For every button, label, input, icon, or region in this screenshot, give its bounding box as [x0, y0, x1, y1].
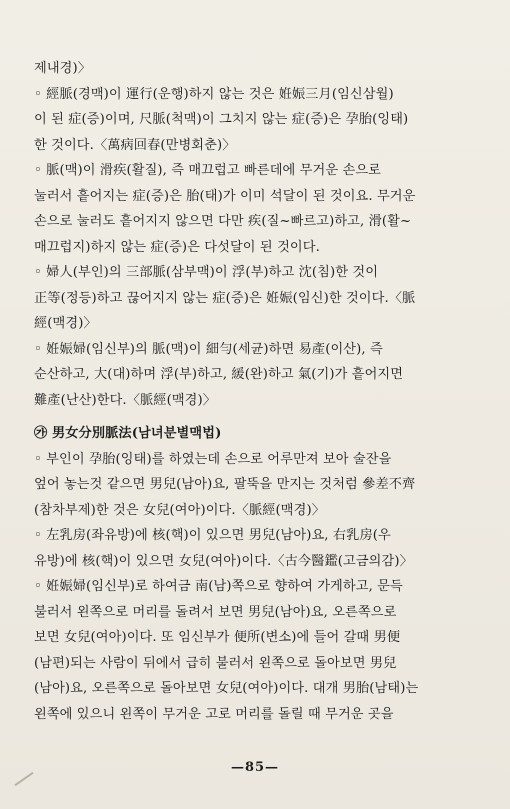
text-line: 손으로 눌러도 흩어지지 않으면 다만 疾(질~빠르고)하고, 滑(활~: [34, 214, 412, 229]
text-line: ◦ 婦人(부인)의 三部脈(삼부맥)이 浮(부)하고 沈(침)한 것이: [34, 265, 379, 280]
text-line: ◦ 부인이 孕胎(잉태)를 하였는데 손으로 어루만져 보아 술잔을: [34, 451, 392, 467]
body-text: [34, 56, 486, 727]
text-line: 한 것이다.〈萬病回春(만병회춘)〉: [34, 137, 236, 153]
text-line: 제내경)〉: [34, 61, 92, 76]
text-line: 正等(정등)하고 끊어지지 않는 症(증)은 姙娠(임신)한 것이다.〈脈: [34, 290, 416, 306]
text-line: ◦ 姙娠婦(임신부)로 하여금 南(남)쪽으로 향하여 가게하고, 문득: [34, 579, 403, 594]
page-number: —85—: [230, 760, 280, 775]
text-line: ◦ 脈(맥)이 滑疾(활질), 즉 매끄럽고 빠른데에 무거운 손으로: [34, 163, 381, 178]
text-line: 순산하고, 大(대)하며 浮(부)하고, 緩(완)하고 氣(기)가 흩어지면: [34, 367, 404, 382]
text-line: ◦ 經脈(경맥)이 運行(운행)하지 않는 것은 姙娠三月(임신삼월): [34, 86, 394, 102]
text-line: ◦ 左乳房(좌유방)에 核(핵)이 있으면 男兒(남아)요, 右乳房(우: [34, 528, 391, 543]
section-heading: ㉮ 男女分別脈法(남녀분별맥법): [34, 426, 222, 441]
text-line: 이 된 症(증)이며, 尺脈(척맥)이 그치지 않는 症(증)은 孕胎(잉태): [34, 112, 409, 127]
text-line: 經(맥경)〉: [34, 316, 97, 331]
text-line: (남편)되는 사람이 뒤에서 급히 불러서 왼쪽으로 돌아보면 男兒: [34, 655, 397, 671]
text-line: 엎어 놓는것 같으면 男兒(남아)요, 팔뚝을 만지는 것처럼 參差不齊: [34, 477, 416, 492]
text-line: 보면 女兒(여아)이다. 또 임신부가 便所(변소)에 들어 갈때 男便: [34, 630, 401, 645]
text-line: 왼쪽에 있으니 왼쪽이 무거운 고로 머리를 돌릴 때 무거운 곳을: [34, 706, 394, 722]
text-line: 難產(난산)한다.〈脈經(맥경)〉: [34, 392, 217, 408]
text-line: 매끄럽지)하지 않는 症(증)은 다섯달이 된 것이다.: [34, 239, 320, 255]
text-line: (참차부제)한 것은 女兒(여아)이다.〈脈經(맥경)〉: [34, 502, 325, 518]
text-line: 유방)에 核(핵)이 있으면 女兒(여아)이다.〈古今醫鑑(고금의감)〉: [34, 553, 413, 569]
text-line: ◦ 姙娠婦(임신부)의 脈(맥)이 細勻(세균)하면 易產(이산), 즉: [34, 341, 383, 357]
text-line: 눌러서 흩어지는 症(증)은 胎(태)가 이미 석달이 된 것이요. 무거운: [34, 188, 416, 204]
text-line: 불러서 왼쪽으로 머리를 돌려서 보면 男兒(남아)요, 오른쪽으로: [34, 604, 397, 620]
text-line: (남아)요, 오른쪽으로 돌아보면 女兒(여아)이다. 대개 男胎(남태)는: [34, 681, 419, 696]
